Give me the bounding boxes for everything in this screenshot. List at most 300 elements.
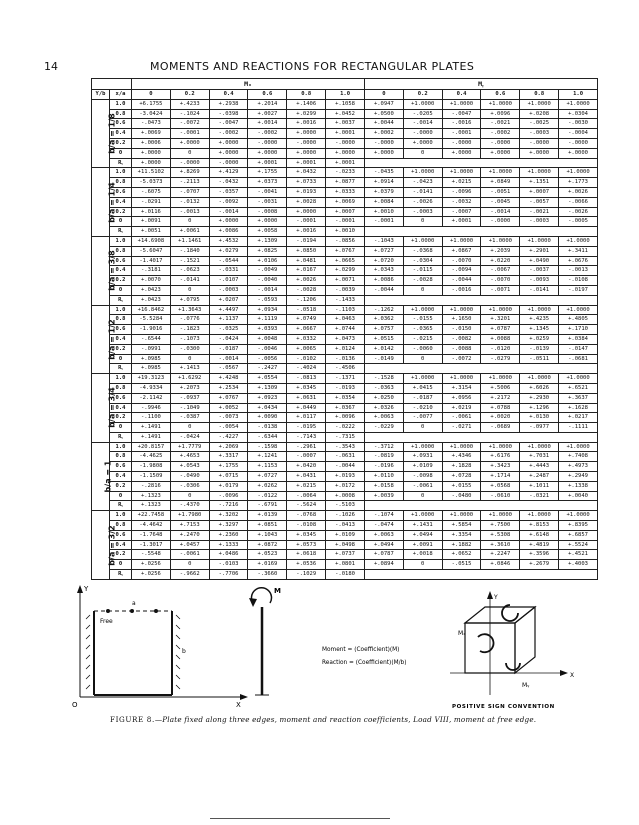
ratio-label [92, 305, 117, 374]
mx-cell: +14.6908 [132, 236, 171, 246]
my-cell: +1.0000 [403, 99, 442, 109]
my-cell: +.3354 [442, 530, 481, 540]
mx-cell: +.0109 [326, 530, 365, 540]
my-cell: +.3610 [481, 540, 520, 550]
my-cell: -.0001 [442, 129, 481, 139]
my-cell: -.0977 [520, 423, 559, 433]
mx-cell: -.0046 [248, 344, 287, 354]
my-cell: +.5854 [442, 521, 481, 531]
mx-cell: +.0169 [248, 560, 287, 570]
mx-cell: +.0000 [209, 138, 248, 148]
my-cell: +1.0000 [403, 236, 442, 246]
my-cell: +.4003 [559, 560, 598, 570]
y-axis-arrow-icon [77, 585, 83, 593]
table-row [92, 452, 598, 462]
mx-cell: -1.7648 [132, 530, 171, 540]
mx-cell: -.1598 [248, 442, 287, 452]
page-title: MOMENTS AND REACTIONS FOR RECTANGULAR PLATES [150, 60, 475, 73]
my-cell: +.0494 [403, 530, 442, 540]
mx-cell: +.0749 [287, 315, 326, 325]
my-cell: -.0435 [364, 168, 403, 178]
mx-cell: +.0124 [326, 344, 365, 354]
reaction-row [92, 158, 598, 168]
my-col-header: 0.2 [403, 90, 442, 100]
my-cell: 0 [403, 148, 442, 158]
mx-cell: -.0031 [248, 197, 287, 207]
my-cell: -.0014 [481, 207, 520, 217]
mx-cell: -.0008 [248, 207, 287, 217]
my-cell: +.7500 [481, 521, 520, 531]
mx-cell: +.0420 [287, 462, 326, 472]
my-cell: +.0063 [364, 413, 403, 423]
my-cell: +.0220 [481, 256, 520, 266]
my-cell: +.6176 [481, 452, 520, 462]
mx-col-header: 0.8 [287, 90, 326, 100]
mx-cell: -.0061 [170, 550, 209, 560]
my-cell: +.8153 [520, 521, 559, 531]
mx-cell: -.3543 [326, 442, 365, 452]
reaction-blank [364, 295, 597, 305]
row-y-label: 0 [110, 148, 132, 158]
row-y-label: 0.6 [110, 325, 132, 335]
row-y-label: 0.2 [110, 276, 132, 286]
mx-cell: +11.5102 [132, 168, 171, 178]
mx-cell: +.0715 [209, 472, 248, 482]
mx-cell: -.0028 [287, 285, 326, 295]
my-cell: -.0007 [442, 207, 481, 217]
mx-cell: +.0215 [287, 481, 326, 491]
my-cell: +.4805 [559, 315, 598, 325]
my-cell: +.0063 [364, 530, 403, 540]
reaction-cell: -.6791 [248, 501, 287, 511]
mx-col-header: 0 [132, 90, 171, 100]
row-y-label: 0 [110, 285, 132, 295]
mx-cell: +.0473 [326, 334, 365, 344]
table-row [92, 472, 598, 482]
mx-cell: -.0631 [326, 452, 365, 462]
mx-cell: +.0000 [209, 148, 248, 158]
row-y-label: 0.4 [110, 129, 132, 139]
mx-col-header: 0.6 [248, 90, 287, 100]
my-cell: +.0326 [364, 403, 403, 413]
reaction-label: Rᵧ [110, 158, 132, 168]
my-cell: 0 [403, 217, 442, 227]
my-cell: -.0016 [442, 119, 481, 129]
my-cell: +1.0000 [559, 442, 598, 452]
my-cell: -.1074 [364, 511, 403, 521]
mx-cell: -.0357 [209, 187, 248, 197]
my-cell: +.0947 [364, 99, 403, 109]
my-cell: +.0110 [364, 472, 403, 482]
my-col-header: 0.6 [481, 90, 520, 100]
mx-cell: +.0091 [132, 217, 171, 227]
my-cell: -.0610 [481, 491, 520, 501]
my-cell: +.3423 [481, 462, 520, 472]
my-cell: -.0061 [442, 413, 481, 423]
mx-cell: +.0090 [248, 413, 287, 423]
ratio-label [92, 374, 117, 443]
table-row [92, 354, 598, 364]
reaction-formula: Reaction = (Coefficient)(M/b) [322, 660, 407, 666]
reaction-cell: +.0256 [132, 570, 171, 580]
my-bottom-arc-icon [506, 663, 520, 670]
reaction-cell: +.0000 [132, 158, 171, 168]
row-y-label: 1.0 [110, 374, 132, 384]
my-cell: -.0032 [442, 197, 481, 207]
mx-cell: -.0490 [170, 472, 209, 482]
mx-cell: -.0222 [326, 423, 365, 433]
mx-cell: +1.7980 [170, 511, 209, 521]
my-cell: +.1882 [442, 540, 481, 550]
table-row [92, 236, 598, 246]
my-cell: -.0363 [364, 383, 403, 393]
row-y-label: 0.4 [110, 197, 132, 207]
mx-cell: +.0767 [326, 246, 365, 256]
mx-cell: +.0016 [287, 119, 326, 129]
mx-cell: +.2938 [209, 99, 248, 109]
ratio-label [92, 168, 117, 237]
mx-cell: +.0065 [287, 344, 326, 354]
my-cell: +.0130 [520, 413, 559, 423]
table-row [92, 315, 598, 325]
row-y-label: 0.6 [110, 119, 132, 129]
table-row [92, 99, 598, 109]
table-row [92, 383, 598, 393]
my-cell: +.0379 [364, 187, 403, 197]
sign-convention-cube [450, 591, 574, 710]
mx-cell: -.0776 [170, 315, 209, 325]
row-y-label: 0.4 [110, 540, 132, 550]
my-cell: 0 [403, 354, 442, 364]
table-row [92, 187, 598, 197]
mx-cell: -.0047 [209, 119, 248, 129]
my-cell: +.0652 [442, 550, 481, 560]
mx-cell: -.0138 [248, 423, 287, 433]
my-cell: +.1011 [520, 481, 559, 491]
moment-symbol [249, 587, 281, 695]
reaction-cell: +.0423 [132, 295, 171, 305]
reaction-cell: -.0424 [170, 432, 209, 442]
mx-cell: +.1309 [248, 383, 287, 393]
mx-cell: -.0072 [170, 119, 209, 129]
mx-cell: -.0132 [170, 197, 209, 207]
mx-cell: +.0923 [248, 393, 287, 403]
load-point-2 [130, 609, 134, 613]
reaction-label: Rᵧ [110, 570, 132, 580]
my-cell: +.0002 [364, 129, 403, 139]
mx-cell: +.0431 [287, 472, 326, 482]
a-label: a [132, 600, 136, 607]
my-cell: -.0197 [559, 285, 598, 295]
row-y-label: 0.6 [110, 530, 132, 540]
reaction-row [92, 570, 598, 580]
mx-cell: +.0667 [287, 325, 326, 335]
table-row [92, 491, 598, 501]
mx-cell: +.0354 [326, 393, 365, 403]
mx-cell: -.0937 [170, 393, 209, 403]
my-cell: +1.0000 [442, 442, 481, 452]
row-y-label: 0.2 [110, 413, 132, 423]
reaction-cell: -.4370 [170, 501, 209, 511]
my-cell: +.0158 [364, 481, 403, 491]
my-cell: -.0082 [442, 334, 481, 344]
my-cell: -.1043 [364, 236, 403, 246]
my-cell: +.0091 [403, 540, 442, 550]
mx-cell: +.0000 [287, 148, 326, 158]
my-header: Mᵧ [364, 79, 597, 90]
my-cell: +1.0000 [403, 168, 442, 178]
row-y-label: 1.0 [110, 168, 132, 178]
table-row [92, 462, 598, 472]
my-cell: -.0141 [403, 187, 442, 197]
mx-cell: +.2470 [170, 530, 209, 540]
mx-cell: 0 [170, 354, 209, 364]
mx-cell: -4.4625 [132, 452, 171, 462]
mx-cell: +.1406 [287, 99, 326, 109]
mx-cell: +.0279 [209, 246, 248, 256]
my-cell: +.1628 [559, 403, 598, 413]
my-cell: +.5006 [481, 383, 520, 393]
row-y-label: 0.4 [110, 266, 132, 276]
reaction-label: Rᵧ [110, 364, 132, 374]
row-y-label: 0.4 [110, 403, 132, 413]
my-cell: +.0219 [442, 403, 481, 413]
reaction-row [92, 364, 598, 374]
cube-x-label: X [570, 672, 575, 679]
my-cell: +.0343 [364, 266, 403, 276]
ratio-label-text: b/a = 1/8 [107, 113, 117, 154]
my-cell: +.3596 [520, 550, 559, 560]
my-cell: -.0515 [442, 560, 481, 570]
my-cell: +.0788 [481, 403, 520, 413]
mx-cell: +.0116 [132, 207, 171, 217]
my-col-header: 0.4 [442, 90, 481, 100]
row-y-label: 1.0 [110, 99, 132, 109]
my-cell: -.0001 [364, 217, 403, 227]
mx-cell: -.0044 [326, 462, 365, 472]
ratio-label-text: b/a = 1/4 [107, 181, 117, 223]
my-cell: -.0229 [364, 423, 403, 433]
mx-cell: +.0449 [287, 403, 326, 413]
mx-cell: -.0813 [287, 374, 326, 384]
mx-cell: -.2961 [287, 442, 326, 452]
table-row [92, 148, 598, 158]
mx-cell: -.0398 [209, 109, 248, 119]
my-cell: -.0423 [403, 178, 442, 188]
mx-cell: +.4129 [209, 168, 248, 178]
mx-cell: -.1521 [170, 256, 209, 266]
my-cell: -.0149 [364, 354, 403, 364]
reaction-blank [364, 432, 597, 442]
mx-cell: +.0006 [132, 138, 171, 148]
mx-cell: +.0737 [326, 550, 365, 560]
mx-cell: -.1840 [170, 246, 209, 256]
mx-cell: +.0299 [326, 266, 365, 276]
my-cell: +.1714 [481, 472, 520, 482]
sign-convention-label: POSITIVE SIGN CONVENTION [452, 704, 555, 710]
mx-cell: +1.1461 [170, 236, 209, 246]
my-cell: -.1528 [364, 374, 403, 384]
mx-cell: -.1073 [170, 334, 209, 344]
my-cell: +1.0000 [442, 374, 481, 384]
mx-cell: +.0333 [326, 187, 365, 197]
my-cell: +.0086 [364, 276, 403, 286]
mx-cell: +.4248 [209, 374, 248, 384]
mx-cell: +.0000 [287, 207, 326, 217]
table-row [92, 285, 598, 295]
mx-cell: +19.3123 [132, 374, 171, 384]
my-cell: -.0088 [442, 344, 481, 354]
mx-cell: +.0000 [326, 148, 365, 158]
my-cell: +1.0000 [520, 374, 559, 384]
my-cell: +.6857 [559, 530, 598, 540]
reaction-cell: -.0180 [326, 570, 365, 580]
mx-cell: -.0041 [248, 187, 287, 197]
my-cell: -.0025 [520, 119, 559, 129]
my-cell: -.0051 [481, 187, 520, 197]
mx-cell: +.0373 [248, 178, 287, 188]
figure-caption [110, 715, 536, 724]
mx-cell: +.1058 [326, 99, 365, 109]
my-cell: +.0044 [364, 119, 403, 129]
mx-cell: -.2113 [170, 178, 209, 188]
my-cell: -.0196 [364, 462, 403, 472]
my-cell: -.0365 [403, 325, 442, 335]
mx-cell: -.0856 [326, 236, 365, 246]
my-cell: +.0867 [442, 246, 481, 256]
my-cell: -.0070 [481, 276, 520, 286]
my-cell: +1.0000 [559, 168, 598, 178]
my-cell: +1.0000 [481, 442, 520, 452]
mx-cell: -.0102 [287, 354, 326, 364]
my-cell: +.0000 [403, 138, 442, 148]
my-cell: +.0728 [442, 472, 481, 482]
mx-cell: -4.4642 [132, 521, 171, 531]
my-cell: +.0720 [364, 256, 403, 266]
my-cell: +1.0000 [559, 236, 598, 246]
reaction-cell: -.5624 [287, 501, 326, 511]
reaction-blank [364, 227, 597, 237]
reaction-row [92, 227, 598, 237]
my-cell: -.0071 [481, 285, 520, 295]
mx-cell: +.0432 [287, 168, 326, 178]
row-y-label: 0.4 [110, 334, 132, 344]
page-number: 14 [44, 60, 58, 73]
mx-cell: +.3202 [209, 511, 248, 521]
row-y-label: 0 [110, 560, 132, 570]
mx-cell: +.2073 [170, 383, 209, 393]
table-row [92, 109, 598, 119]
ratio-label [92, 511, 117, 580]
my-cell: -.0279 [481, 354, 520, 364]
reaction-cell: +.1413 [170, 364, 209, 374]
mx-cell: -1.4017 [132, 256, 171, 266]
reaction-cell: -.0593 [248, 295, 287, 305]
my-cell: +1.0000 [481, 305, 520, 315]
mx-cell: +.0767 [209, 393, 248, 403]
my-cell: +1.0000 [481, 236, 520, 246]
my-cell: -.0077 [403, 413, 442, 423]
mx-cell: +.0345 [287, 530, 326, 540]
my-cell: -.0147 [559, 344, 598, 354]
reaction-cell: -.4024 [287, 364, 326, 374]
my-cell: +.0039 [364, 491, 403, 501]
table-row [92, 374, 598, 384]
my-cell: -.0474 [364, 521, 403, 531]
mx-cell: +.0000 [132, 148, 171, 158]
my-cell: -.0094 [442, 266, 481, 276]
my-cell: -.0115 [403, 266, 442, 276]
mx-cell: +.1119 [248, 315, 287, 325]
my-cell: -.0271 [442, 423, 481, 433]
my-cell: +.1710 [559, 325, 598, 335]
mx-cell: -.0107 [209, 276, 248, 286]
my-cell: +1.0000 [559, 374, 598, 384]
mx-cell: +.0052 [209, 403, 248, 413]
mx-cell: +.0618 [287, 550, 326, 560]
my-cell: -.0045 [481, 197, 520, 207]
my-cell: -.0000 [481, 217, 520, 227]
table-row [92, 305, 598, 315]
ratio-label-text: b/a = 3/2 [107, 524, 117, 566]
my-cell: -.0003 [520, 129, 559, 139]
my-cell: -.0155 [403, 315, 442, 325]
reaction-cell: +.1491 [132, 432, 171, 442]
mx-cell: +.0262 [248, 481, 287, 491]
row-y-label: 0.8 [110, 178, 132, 188]
my-cell: -.0021 [520, 207, 559, 217]
mx-cell: +.0299 [287, 109, 326, 119]
x-axis-arrow-icon [240, 694, 248, 700]
reaction-cell: -.4506 [326, 364, 365, 374]
mx-cell: +.0452 [326, 109, 365, 119]
mx-cell: -1.3017 [132, 540, 171, 550]
reaction-cell: +.1323 [132, 501, 171, 511]
mx-cell: +.0117 [287, 413, 326, 423]
mx-cell: -5.5284 [132, 315, 171, 325]
my-cell: +.0787 [364, 550, 403, 560]
my-cell: +.7408 [559, 452, 598, 462]
my-cell: -.0681 [559, 354, 598, 364]
my-cell: +.0500 [364, 109, 403, 119]
mx-cell: +.0048 [248, 334, 287, 344]
my-cell: +1.0000 [520, 236, 559, 246]
my-cell: -.0016 [442, 285, 481, 295]
plate-schematic [72, 585, 248, 709]
mx-cell: +.8269 [170, 168, 209, 178]
my-cell: +.6148 [520, 530, 559, 540]
my-cell: +1.0000 [442, 511, 481, 521]
my-cell: -.0120 [481, 344, 520, 354]
my-cell: +.0494 [364, 540, 403, 550]
mx-cell: -.0003 [209, 285, 248, 295]
mx-cell: +.4653 [170, 452, 209, 462]
mx-cell: -.0040 [248, 276, 287, 286]
mx-cell: -.9946 [132, 403, 171, 413]
my-cell: +.2930 [520, 393, 559, 403]
mx-cell: +.0393 [248, 325, 287, 335]
my-cell: -.0304 [403, 256, 442, 266]
reaction-cell: -.1433 [326, 295, 365, 305]
mx-cell: +.0665 [326, 256, 365, 266]
reaction-blank [364, 570, 597, 580]
mx-cell: +.0434 [248, 403, 287, 413]
mx-cell: -.0623 [170, 266, 209, 276]
my-cell: +.0000 [442, 148, 481, 158]
my-cell: +.6521 [559, 383, 598, 393]
my-cell: +.0010 [364, 207, 403, 217]
mx-cell: -.0194 [287, 236, 326, 246]
